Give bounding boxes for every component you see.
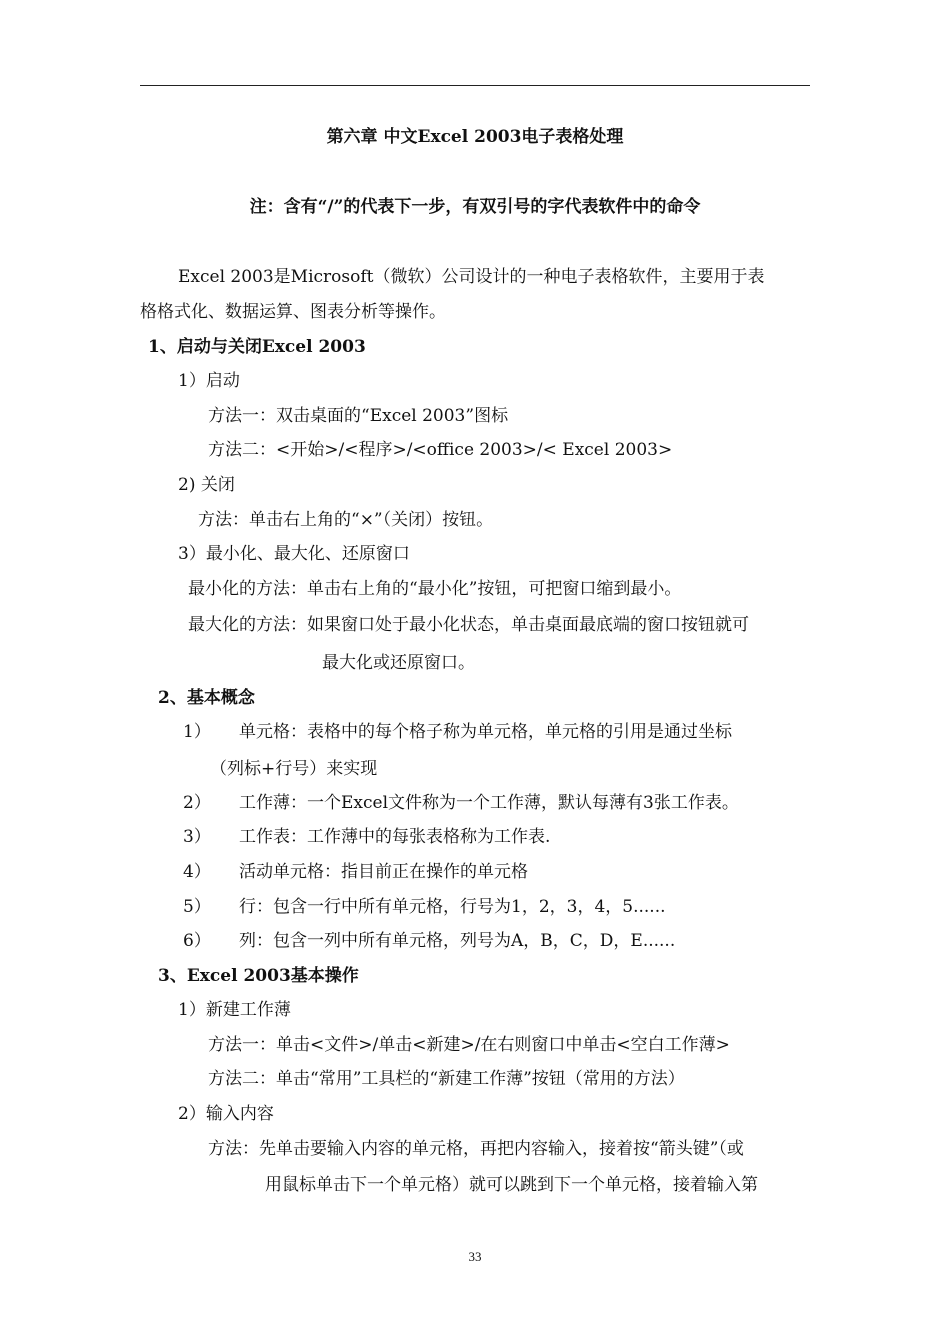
s1-start-method-2: 方法二：<开始>/<程序>/<office 2003>/< Excel 2003> [208, 440, 673, 460]
intro-line-2: 格格式化、数据运算、图表分析等操作。 [140, 302, 446, 322]
s2-item-num: 4） [183, 862, 211, 882]
s1-start-method-1: 方法一：双击桌面的“Excel 2003”图标 [208, 406, 509, 426]
section-2-heading: 2、基本概念 [158, 688, 255, 708]
s2-item-text: 行：包含一行中所有单元格，行号为1，2，3，4，5...... [239, 897, 666, 917]
s2-item-text: 工作表：工作薄中的每张表格称为工作表. [239, 827, 551, 847]
chapter-title: 第六章 中文Excel 2003电子表格处理 [326, 127, 624, 147]
s2-item-text: 单元格：表格中的每个格子称为单元格，单元格的引用是通过坐标 [239, 722, 732, 742]
s1-sub-start: 1）启动 [178, 371, 240, 391]
section-3-heading: 3、Excel 2003基本操作 [158, 966, 359, 986]
s3-input-method-1: 方法：先单击要输入内容的单元格，再把内容输入，接着按“箭头键”（或 [208, 1139, 744, 1159]
s2-item-continuation: （列标+行号）来实现 [210, 759, 378, 779]
s3-new-method-1: 方法一：单击<文件>/单击<新建>/在右则窗口中单击<空白工作薄> [208, 1035, 730, 1055]
s3-new-method-2: 方法二：单击“常用”工具栏的“新建工作薄”按钮（常用的方法） [208, 1069, 685, 1089]
section-1-heading: 1、启动与关闭Excel 2003 [148, 337, 366, 357]
s3-sub-new-workbook: 1）新建工作薄 [178, 1000, 291, 1020]
s1-sub-window: 3）最小化、最大化、还原窗口 [178, 544, 410, 564]
s2-item [183, 792, 739, 814]
s2-item-text: 活动单元格：指目前正在操作的单元格 [239, 862, 528, 882]
intro-line-1: Excel 2003是Microsoft（微软）公司设计的一种电子表格软件，主要用于表 [178, 267, 765, 287]
s1-sub-close: 2) 关闭 [178, 475, 235, 495]
s2-item-num: 1） [183, 722, 211, 742]
s1-close-method: 方法：单击右上角的“×”（关闭）按钮。 [198, 510, 494, 530]
s2-item [183, 896, 666, 918]
s2-item-text: 列：包含一列中所有单元格，列号为A，B，C，D，E...... [239, 931, 676, 951]
s2-item [183, 861, 528, 883]
page-number: 33 [468, 1249, 482, 1264]
s2-item [183, 930, 675, 952]
s2-item-num: 2） [183, 793, 211, 813]
header-rule [140, 85, 810, 86]
s2-item [183, 826, 550, 848]
s1-minimize-method: 最小化的方法：单击右上角的“最小化”按钮，可把窗口缩到最小。 [188, 579, 682, 599]
s1-maximize-method-1: 最大化的方法：如果窗口处于最小化状态，单击桌面最底端的窗口按钮就可 [188, 615, 749, 635]
s2-item-num: 6） [183, 931, 211, 951]
s3-sub-input: 2）输入内容 [178, 1104, 274, 1124]
note-line: 注：含有“/”的代表下一步，有双引号的字代表软件中的命令 [249, 197, 701, 217]
s3-input-method-2: 用鼠标单击下一个单元格）就可以跳到下一个单元格，接着输入第 [265, 1175, 758, 1195]
s2-item-num: 5） [183, 897, 211, 917]
s1-maximize-method-2: 最大化或还原窗口。 [322, 653, 475, 673]
s2-item-num: 3） [183, 827, 211, 847]
s2-item [183, 721, 732, 743]
s2-item-text: 工作薄：一个Excel文件称为一个工作薄，默认每薄有3张工作表。 [239, 793, 739, 813]
